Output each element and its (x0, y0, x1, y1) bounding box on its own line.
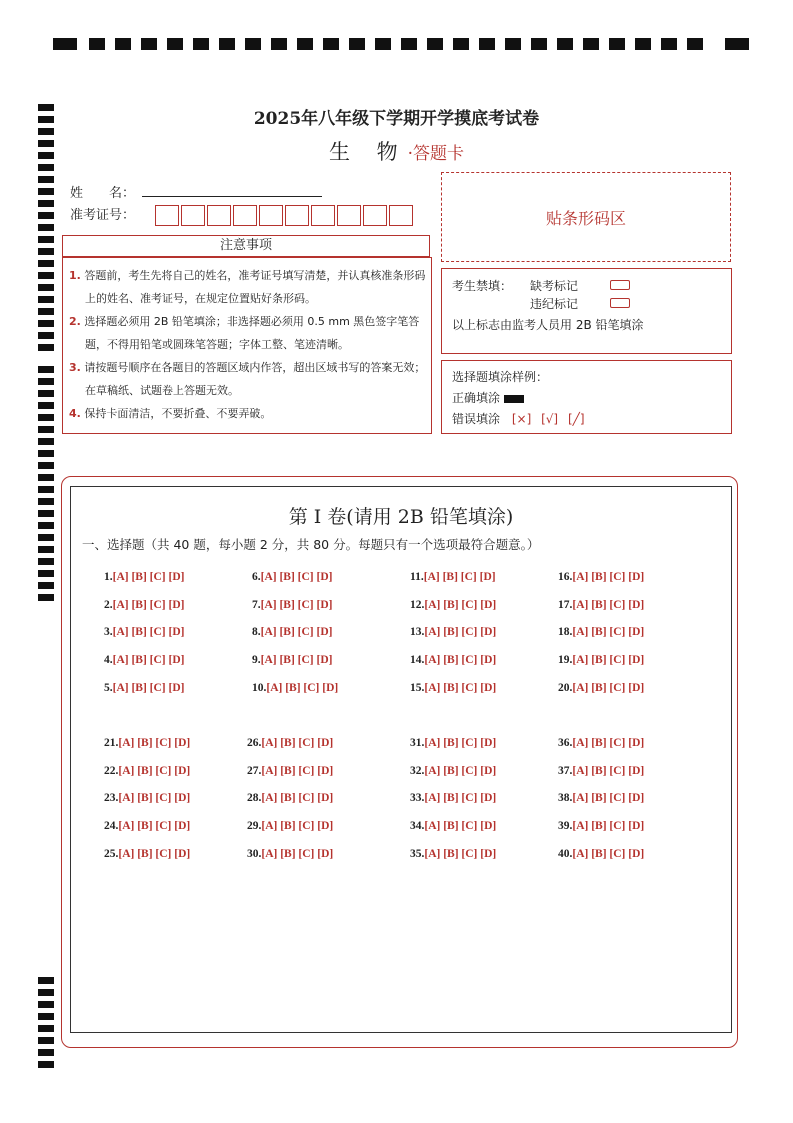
question-item[interactable] (247, 820, 333, 832)
subject-title (0, 136, 793, 166)
question-item[interactable] (252, 654, 332, 666)
question-item[interactable] (410, 792, 496, 804)
question-item[interactable] (104, 820, 190, 832)
answer-options[interactable]: [A] [B] [C] [D] (112, 626, 185, 638)
question-item[interactable] (252, 571, 332, 583)
side-timing-marks-middle (38, 366, 54, 606)
absent-label: 缺考标记 (530, 279, 579, 293)
answer-options[interactable]: [A] [B] [C] [D] (260, 599, 333, 611)
question-item[interactable] (558, 599, 644, 611)
question-number: 28. (247, 792, 262, 804)
subject-suffix: ·答题卡 (407, 144, 465, 164)
question-item[interactable] (104, 765, 190, 777)
question-item[interactable] (410, 682, 496, 694)
answer-options[interactable]: [A] [B] [C] [D] (572, 848, 645, 860)
violation-label: 违纪标记 (530, 297, 579, 311)
question-number: 40. (558, 848, 573, 860)
wrong-fill: 错误填涂 [×] [√] [╱] (452, 412, 585, 426)
question-number: 29. (247, 820, 262, 832)
answer-options[interactable]: [A] [B] [C] [D] (572, 654, 645, 666)
answer-options[interactable]: [A] [B] [C] [D] (260, 626, 333, 638)
answer-options[interactable]: [A] [B] [C] [D] (424, 654, 497, 666)
question-number: 34. (410, 820, 425, 832)
fill-sample-box (441, 360, 732, 434)
question-number: 22. (104, 765, 119, 777)
question-number: 21. (104, 737, 119, 749)
question-number: 1. (104, 571, 113, 583)
question-number: 10. (252, 682, 267, 694)
answer-options[interactable]: [A] [B] [C] [D] (118, 820, 191, 832)
answer-options[interactable]: [A] [B] [C] [D] (424, 599, 497, 611)
question-number: 16. (558, 571, 573, 583)
question-item[interactable] (104, 792, 190, 804)
question-item[interactable] (558, 820, 644, 832)
question-number: 20. (558, 682, 573, 694)
top-timing-marks (53, 38, 749, 50)
invigilator-box (441, 268, 732, 354)
notice-item: 4. 保持卡面清洁，不要折叠、不要弄破。 (69, 407, 272, 420)
question-number: 13. (410, 626, 425, 638)
answer-options[interactable]: [A] [B] [C] [D] (572, 571, 645, 583)
question-number: 38. (558, 792, 573, 804)
section-title: 第 I 卷(请用 2B 铅笔填涂) (288, 506, 514, 528)
question-number: 27. (247, 765, 262, 777)
question-item[interactable] (252, 599, 332, 611)
answer-options[interactable]: [A] [B] [C] [D] (424, 682, 497, 694)
question-number: 11. (410, 571, 424, 583)
answer-options[interactable]: [A] [B] [C] [D] (261, 737, 334, 749)
answer-options[interactable]: [A] [B] [C] [D] (572, 792, 645, 804)
section-description: 一、选择题（共 40 题，每小题 2 分，共 80 分。每题只有一个选项最符合题意。） (82, 537, 540, 552)
answer-options[interactable]: [A] [B] [C] [D] (261, 848, 334, 860)
answer-options[interactable]: [A] [B] [C] [D] (112, 571, 185, 583)
notice-item: 1. 答题前，考生先将自己的姓名，准考证号填写清楚，并认真核准条形码上的姓名、准考证号，在规定位置贴好条形码。 (69, 269, 426, 305)
answer-options[interactable]: [A] [B] [C] [D] (266, 682, 339, 694)
answer-area-inner (70, 486, 732, 1033)
question-item[interactable] (410, 848, 496, 860)
notice-title: 注意事项 (62, 235, 430, 257)
question-item[interactable] (558, 682, 644, 694)
answer-options[interactable]: [A] [B] [C] [D] (261, 820, 334, 832)
question-item[interactable] (252, 682, 338, 694)
question-number: 8. (252, 626, 261, 638)
answer-options[interactable]: [A] [B] [C] [D] (118, 792, 191, 804)
answer-options[interactable]: [A] [B] [C] [D] (424, 848, 497, 860)
question-number: 33. (410, 792, 425, 804)
question-item[interactable] (410, 654, 496, 666)
answer-options[interactable]: [A] [B] [C] [D] (112, 599, 185, 611)
name-label: 姓 名： (70, 186, 136, 201)
question-item[interactable] (558, 765, 644, 777)
question-number: 18. (558, 626, 573, 638)
question-item[interactable] (410, 599, 496, 611)
answer-options[interactable]: [A] [B] [C] [D] (260, 571, 333, 583)
question-item[interactable] (558, 792, 644, 804)
question-item[interactable] (247, 737, 333, 749)
answer-options[interactable]: [A] [B] [C] [D] (112, 654, 185, 666)
question-number: 14. (410, 654, 425, 666)
forbid-label: 考生禁填： (452, 279, 513, 293)
question-item[interactable] (558, 848, 644, 860)
answer-options[interactable]: [A] [B] [C] [D] (261, 792, 334, 804)
question-number: 19. (558, 654, 573, 666)
absent-mark-box[interactable] (610, 280, 630, 290)
answer-options[interactable]: [A] [B] [C] [D] (424, 737, 497, 749)
question-item[interactable] (104, 848, 190, 860)
question-number: 2. (104, 599, 113, 611)
question-number: 17. (558, 599, 573, 611)
question-item[interactable] (252, 626, 332, 638)
answer-options[interactable]: [A] [B] [C] [D] (423, 571, 496, 583)
answer-options[interactable]: [A] [B] [C] [D] (572, 737, 645, 749)
question-item[interactable] (247, 848, 333, 860)
question-item[interactable] (558, 737, 644, 749)
question-number: 32. (410, 765, 425, 777)
subject-name: 生 物 (328, 140, 408, 164)
name-field[interactable] (142, 196, 322, 197)
answer-options[interactable]: [A] [B] [C] [D] (572, 820, 645, 832)
answer-options[interactable]: [A] [B] [C] [D] (572, 626, 645, 638)
answer-options[interactable]: [A] [B] [C] [D] (112, 682, 185, 694)
question-item[interactable] (558, 571, 644, 583)
id-label: 准考证号： (70, 208, 136, 223)
answer-options[interactable]: [A] [B] [C] [D] (261, 765, 334, 777)
answer-options[interactable]: [A] [B] [C] [D] (118, 737, 191, 749)
sample-title: 选择题填涂样例： (452, 370, 549, 384)
forbid-note: 以上标志由监考人员用 2B 铅笔填涂 (452, 318, 644, 332)
question-number: 36. (558, 737, 573, 749)
question-item[interactable] (104, 654, 184, 666)
question-number: 12. (410, 599, 425, 611)
notice-box (62, 257, 432, 434)
question-item[interactable] (558, 654, 644, 666)
answer-options[interactable]: [A] [B] [C] [D] (118, 765, 191, 777)
violation-mark-box[interactable] (610, 298, 630, 308)
question-item[interactable] (247, 792, 333, 804)
exam-id-boxes[interactable] (155, 205, 415, 226)
question-number: 37. (558, 765, 573, 777)
question-item[interactable] (410, 820, 496, 832)
answer-options[interactable]: [A] [B] [C] [D] (260, 654, 333, 666)
question-number: 25. (104, 848, 119, 860)
question-number: 5. (104, 682, 113, 694)
question-item[interactable] (410, 737, 496, 749)
answer-options[interactable]: [A] [B] [C] [D] (424, 792, 497, 804)
answer-options[interactable]: [A] [B] [C] [D] (424, 626, 497, 638)
question-number: 26. (247, 737, 262, 749)
answer-options[interactable]: [A] [B] [C] [D] (118, 848, 191, 860)
question-number: 4. (104, 654, 113, 666)
filled-mark-icon (504, 395, 524, 403)
question-item[interactable] (104, 599, 184, 611)
question-number: 30. (247, 848, 262, 860)
question-number: 7. (252, 599, 261, 611)
notice-item: 2. 选择题必须用 2B 铅笔填涂；非选择题必须用 0.5 mm 黑色签字笔答题，不得用铅笔或圆珠笔答题；字体工整、笔迹清晰。 (69, 315, 420, 351)
question-number: 15. (410, 682, 425, 694)
answer-options[interactable]: [A] [B] [C] [D] (572, 682, 645, 694)
question-number: 23. (104, 792, 119, 804)
question-item[interactable] (247, 765, 333, 777)
answer-options[interactable]: [A] [B] [C] [D] (424, 765, 497, 777)
question-number: 9. (252, 654, 261, 666)
question-item[interactable] (104, 737, 190, 749)
question-item[interactable] (410, 626, 496, 638)
question-number: 35. (410, 848, 425, 860)
question-item[interactable] (558, 626, 644, 638)
question-item[interactable] (104, 571, 184, 583)
question-number: 24. (104, 820, 119, 832)
notice-item: 3. 请按题号顺序在各题目的答题区域内作答，超出区域书写的答案无效；在草稿纸、试题卷上答题无效。 (69, 361, 426, 397)
question-item[interactable] (410, 571, 496, 583)
question-number: 31. (410, 737, 425, 749)
answer-options[interactable]: [A] [B] [C] [D] (424, 820, 497, 832)
answer-options[interactable]: [A] [B] [C] [D] (572, 765, 645, 777)
question-item[interactable] (104, 682, 184, 694)
question-item[interactable] (410, 765, 496, 777)
answer-options[interactable]: [A] [B] [C] [D] (572, 599, 645, 611)
question-number: 39. (558, 820, 573, 832)
question-number: 3. (104, 626, 113, 638)
barcode-area: 贴条形码区 (441, 172, 731, 262)
side-timing-marks-bottom (38, 977, 54, 1073)
correct-fill: 正确填涂 (452, 389, 524, 406)
page-title: 2025年八年级下学期开学摸底考试卷 (253, 109, 540, 129)
question-number: 6. (252, 571, 261, 583)
question-item[interactable] (104, 626, 184, 638)
